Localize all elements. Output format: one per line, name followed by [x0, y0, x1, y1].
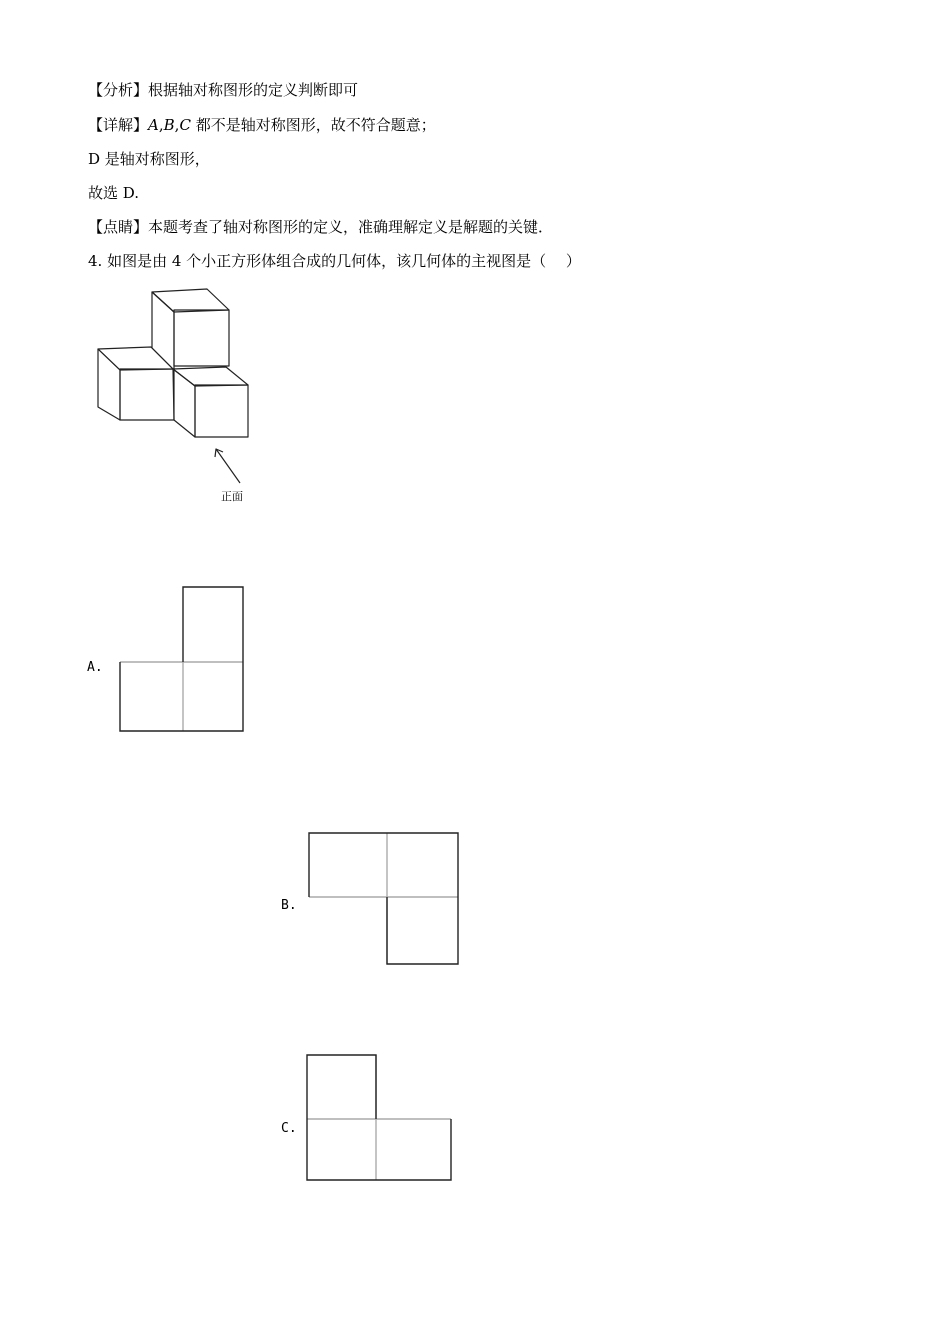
letter-c: C — [179, 116, 191, 134]
letter-a: A — [148, 116, 159, 134]
option-c-label: C. — [281, 1121, 297, 1136]
right-cube — [173, 367, 248, 437]
sep-1: , — [158, 116, 164, 134]
line-d: D 是轴对称图形， — [88, 150, 210, 168]
option-a-figure[interactable] — [116, 584, 248, 736]
sep-2: , — [174, 116, 180, 134]
option-a-label: A. — [87, 660, 103, 675]
analysis-text: 根据轴对称图形的定义判断即可 — [148, 81, 359, 99]
option-b-figure[interactable] — [306, 830, 464, 970]
front-label: 正面 — [221, 490, 243, 503]
comment-text: 本题考查了轴对称图形的定义，准确理解定义是解题的关键． — [148, 218, 554, 236]
answer-line: 故选 D. — [88, 184, 140, 202]
front-arrow-icon — [215, 449, 240, 483]
left-cube — [98, 347, 174, 420]
option-b-label: B. — [281, 898, 297, 913]
analysis-tag: 【分析】 — [88, 81, 149, 99]
detail-tag: 【详解】 — [88, 116, 149, 134]
option-c-figure[interactable] — [304, 1052, 456, 1186]
analysis-line — [88, 80, 358, 100]
comment-tag: 【点睛】 — [88, 218, 149, 236]
top-cube — [152, 289, 229, 370]
detail-text: 都不是轴对称图形，故不符合题意； — [190, 116, 436, 134]
letter-b: B — [163, 116, 175, 134]
comment-line — [88, 217, 553, 237]
question-text: 4. 如图是由 4 个小正方形体组合成的几何体，该几何体的主视图是（ ） — [88, 252, 581, 270]
cube-figure — [90, 285, 260, 510]
detail-line — [88, 115, 436, 135]
